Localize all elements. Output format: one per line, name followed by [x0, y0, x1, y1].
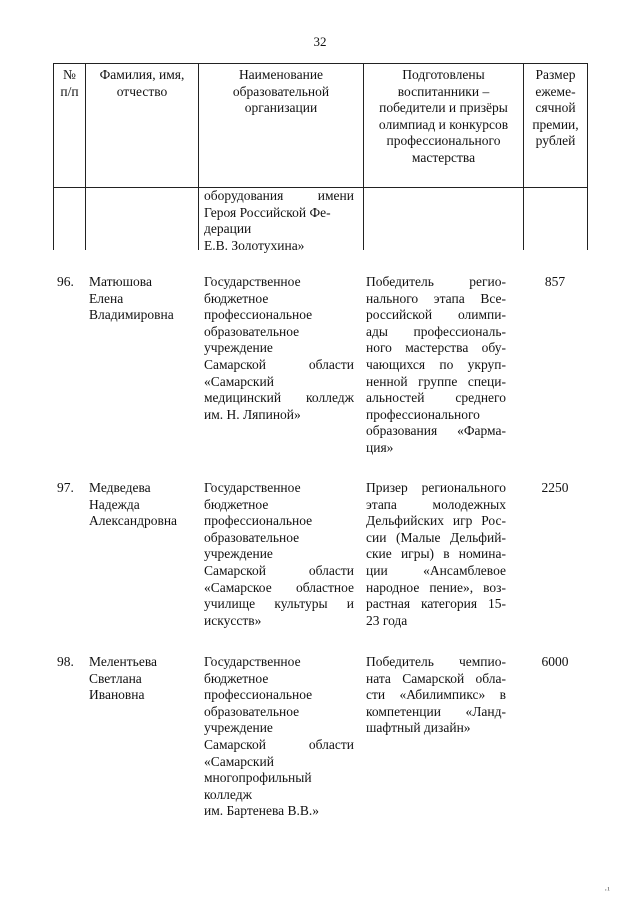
organization: Государственное бюджетное профессиональное образовательное учреждение Самарской области «Самарский медицинский колледж им. Н. Ляпиной» [204, 274, 354, 422]
row-number: 97. [57, 480, 74, 495]
corner-mark: ·¹ [604, 885, 610, 895]
prize-amount: 6000 [541, 654, 569, 669]
page-number: 32 [313, 34, 327, 49]
person-name: Матюшова Елена Владимировна [89, 274, 174, 323]
table-vline [523, 63, 524, 250]
achievement: Призер регионального этапа молодежных Дельфийских игр Рос- сии (Малые Дельфий- ские игры) в номина- ции «Ансамблевое народное пение», воз- растная категория 15- 23 года [366, 480, 506, 628]
table-vline [363, 63, 364, 250]
header-col-number: № п/п [54, 64, 86, 188]
table-header [53, 63, 588, 188]
table-vline [53, 63, 54, 250]
org-line: оборудования имени [204, 188, 354, 203]
header-col-prize: Размер ежеме-сячной премии, рублей [524, 64, 588, 188]
org-line: Героя Российской Фе- [204, 204, 331, 220]
header-col-organization: Наименование образовательной организации [199, 64, 364, 188]
prize-amount: 2250 [541, 480, 569, 495]
table-vline [85, 63, 86, 250]
table-vline [587, 63, 588, 250]
org-line: Е.В. Золотухина» [204, 237, 305, 253]
person-name: Мелентьева Светлана Ивановна [89, 654, 158, 703]
table-vline [198, 63, 199, 250]
row-number: 98. [57, 654, 74, 669]
organization: Государственное бюджетное профессиональное образовательное учреждение Самарской области «Самарское областное училище культуры и искусств» [204, 480, 354, 628]
header-col-name: Фамилия, имя, отчество [86, 64, 199, 188]
org-line: дерации [204, 221, 252, 237]
achievement: Победитель чемпио- ната Самарской обла- сти «Абилимпикс» в компетенции «Ланд- шафтный дизайн» [366, 654, 506, 736]
header-col-achievement: Подготовлены воспитанники – победители и призёры олимпиад и конкурсов профессионального мастерства [364, 64, 524, 188]
row-number: 96. [57, 274, 74, 289]
organization: Государственное бюджетное профессиональное образовательное учреждение Самарской области «Самарский многопрофильный колледж им. Бартенева В.В.» [204, 654, 354, 819]
person-name: Медведева Надежда Александровна [89, 480, 178, 529]
prize-amount: 857 [544, 274, 566, 289]
continuation-org [204, 188, 354, 254]
achievement: Победитель регио- нального этапа Все- российской олимпи- ады профессиональ- ного мастерства обу- чающихся по укруп- ненной группе специ- альностей среднего профессионального образования «Фарма- ция» [366, 274, 506, 455]
